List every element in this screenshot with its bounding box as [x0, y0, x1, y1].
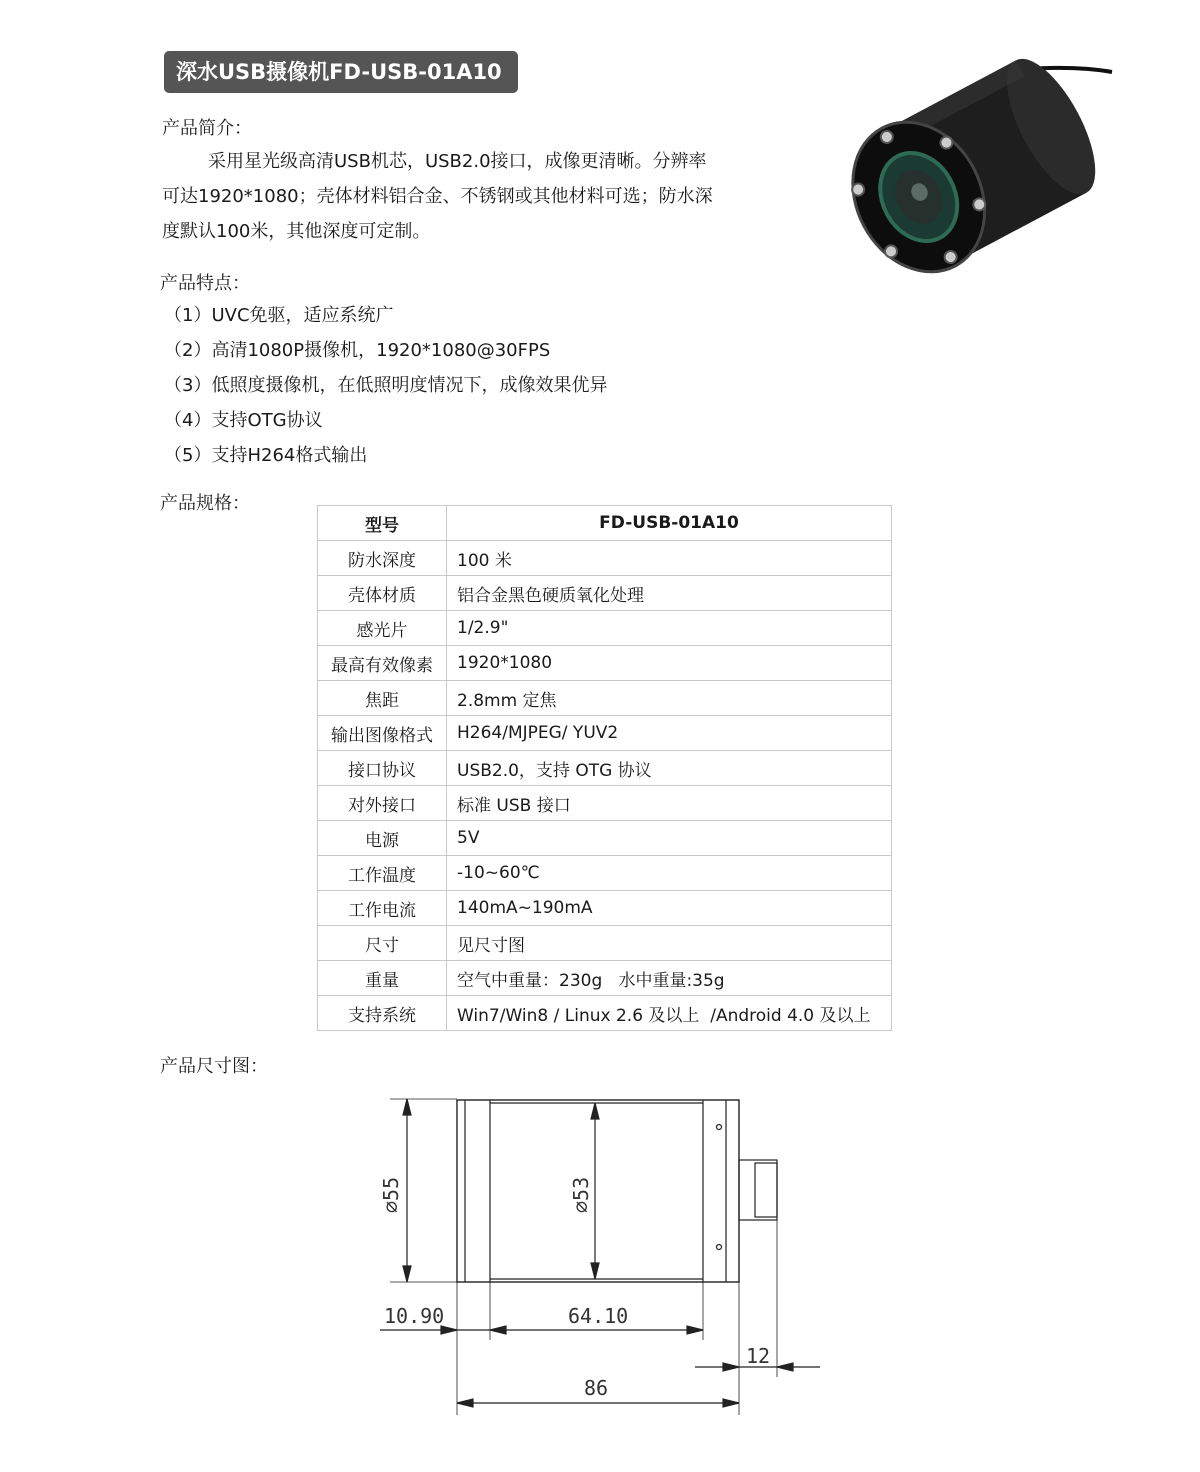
spec-key: 防水深度: [318, 541, 447, 576]
spec-value: H264/MJPEG/ YUV2: [447, 716, 892, 751]
spec-value: 见尺寸图: [447, 926, 892, 961]
spec-key: 输出图像格式: [318, 716, 447, 751]
spec-key: 壳体材质: [318, 576, 447, 611]
spec-value: -10~60℃: [447, 856, 892, 891]
spec-value: 2.8mm 定焦: [447, 681, 892, 716]
inner-diameter-label: ∅53: [569, 1176, 593, 1213]
features-heading: 产品特点：: [160, 273, 250, 294]
spec-value: 140mA~190mA: [447, 891, 892, 926]
spec-key: 支持系统: [318, 996, 447, 1031]
table-row: [318, 856, 892, 891]
table-row: [318, 646, 892, 681]
list-item: （3）低照度摄像机，在低照明度情况下，成像效果优异: [164, 375, 608, 396]
spec-key: 工作温度: [318, 856, 447, 891]
table-row: [318, 961, 892, 996]
outer-diameter-label: ∅55: [379, 1176, 403, 1213]
table-row: [318, 681, 892, 716]
spec-key: 对外接口: [318, 786, 447, 821]
spec-value: USB2.0，支持 OTG 协议: [447, 751, 892, 786]
camera-product-photo: [812, 40, 1122, 280]
table-row: [318, 576, 892, 611]
spec-key: 尺寸: [318, 926, 447, 961]
list-item: （4）支持OTG协议: [164, 410, 323, 431]
spec-value: 铝合金黑色硬质氧化处理: [447, 576, 892, 611]
table-row: [318, 716, 892, 751]
spec-key: 重量: [318, 961, 447, 996]
spec-value: 空气中重量：230g 水中重量:35g: [447, 961, 892, 996]
spec-key: 感光片: [318, 611, 447, 646]
spec-key: 电源: [318, 821, 447, 856]
spec-key: 型号: [318, 506, 447, 541]
list-item: （2）高清1080P摄像机，1920*1080@30FPS: [164, 340, 551, 361]
features-list: [164, 298, 607, 473]
table-row: [318, 926, 892, 961]
spec-key: 最高有效像素: [318, 646, 447, 681]
intro-text: 采用星光级高清USB机芯，USB2.0接口，成像更清晰。分辨率可达1920*1080；壳体材料铝合金、不锈钢或其他材料可选；防水深度默认100米，其他深度可定制。: [162, 151, 713, 242]
spec-key: 接口协议: [318, 751, 447, 786]
product-title-badge: 深水USB摄像机FD-USB-01A10: [164, 51, 518, 93]
spec-value: FD-USB-01A10: [447, 506, 892, 541]
spec-value: 100 米: [447, 541, 892, 576]
table-row: [318, 611, 892, 646]
body-length-label: 64.10: [568, 1304, 629, 1328]
list-item: （1）UVC免驱，适应系统广: [164, 305, 394, 326]
table-row: [318, 821, 892, 856]
spec-value: 1/2.9": [447, 611, 892, 646]
table-row: [318, 996, 892, 1031]
table-row: [318, 751, 892, 786]
spec-value: 1920*1080: [447, 646, 892, 681]
intro-heading: 产品简介：: [162, 118, 252, 139]
spec-table: [317, 505, 892, 1031]
table-row: [318, 541, 892, 576]
total-length-label: 86: [584, 1376, 609, 1400]
specs-heading: 产品规格：: [160, 493, 250, 514]
spec-key: 焦距: [318, 681, 447, 716]
table-row: [318, 786, 892, 821]
table-row: [318, 891, 892, 926]
table-row: [318, 506, 892, 541]
spec-value: 5V: [447, 821, 892, 856]
list-item: （5）支持H264格式输出: [164, 445, 368, 466]
spec-value: 标准 USB 接口: [447, 786, 892, 821]
dimensions-heading: 产品尺寸图：: [160, 1056, 268, 1077]
cap-length-label: 10.90: [384, 1304, 445, 1328]
spec-value: Win7/Win8 / Linux 2.6 及以上 /Android 4.0 及以上: [447, 996, 892, 1031]
spec-key: 工作电流: [318, 891, 447, 926]
dimension-drawing: [360, 1085, 840, 1425]
connector-length-label: 12: [746, 1344, 771, 1368]
